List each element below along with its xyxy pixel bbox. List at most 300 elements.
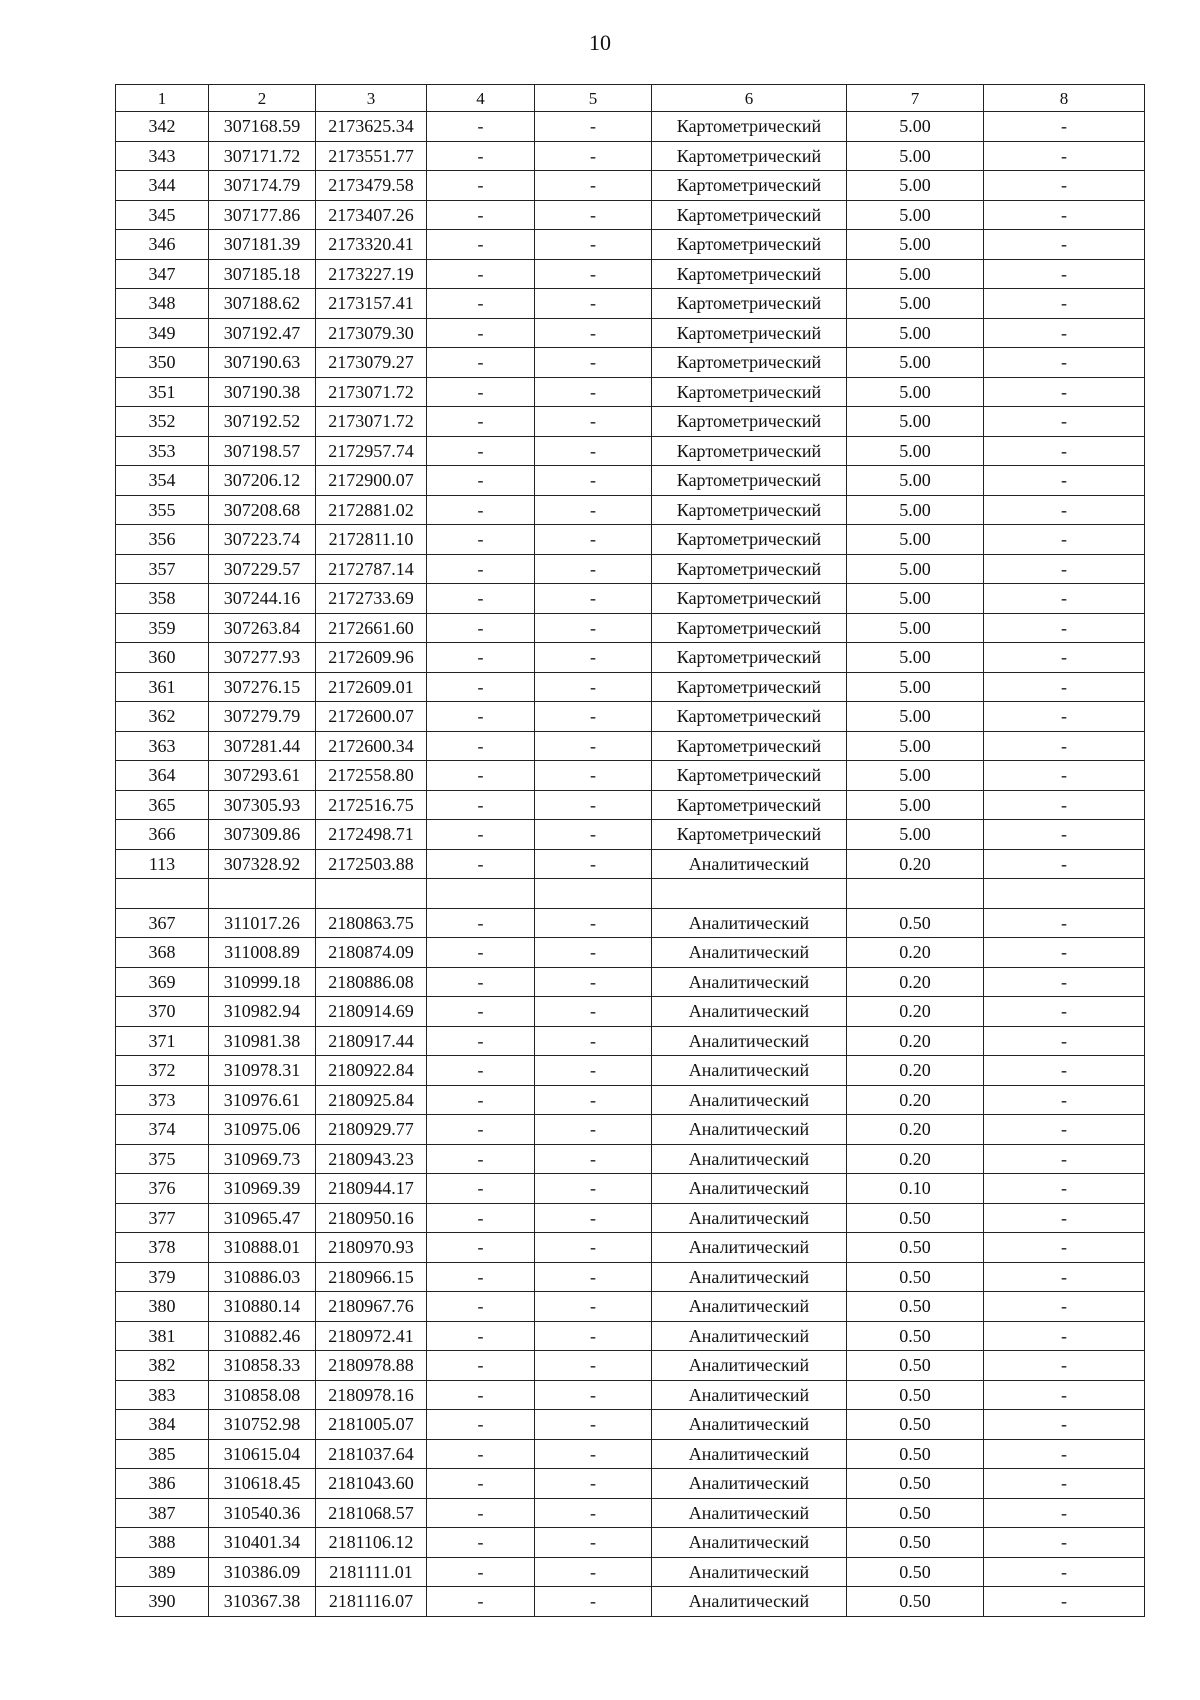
column-5-cell: - bbox=[535, 1351, 652, 1381]
point-number-cell: 356 bbox=[116, 525, 209, 555]
column-8-cell: - bbox=[984, 259, 1145, 289]
method-cell: Картометрический bbox=[652, 731, 847, 761]
column-4-cell: - bbox=[427, 1469, 535, 1499]
table-row bbox=[116, 613, 1145, 643]
method-cell: Аналитический bbox=[652, 1498, 847, 1528]
method-cell: Картометрический bbox=[652, 200, 847, 230]
x-coordinate-cell: 307192.52 bbox=[209, 407, 316, 437]
column-5-cell: - bbox=[535, 613, 652, 643]
x-coordinate-cell: 307171.72 bbox=[209, 141, 316, 171]
method-cell: Картометрический bbox=[652, 761, 847, 791]
column-8-cell: - bbox=[984, 643, 1145, 673]
column-5-cell: - bbox=[535, 1557, 652, 1587]
table-row bbox=[116, 997, 1145, 1027]
method-cell: Аналитический bbox=[652, 967, 847, 997]
x-coordinate-cell: 307328.92 bbox=[209, 849, 316, 879]
x-coordinate-cell: 310386.09 bbox=[209, 1557, 316, 1587]
table-row bbox=[116, 318, 1145, 348]
column-5-cell: - bbox=[535, 731, 652, 761]
method-cell: Картометрический bbox=[652, 436, 847, 466]
point-number-cell: 388 bbox=[116, 1528, 209, 1558]
method-cell: Картометрический bbox=[652, 702, 847, 732]
method-cell: Аналитический bbox=[652, 1115, 847, 1145]
point-number-cell: 365 bbox=[116, 790, 209, 820]
method-cell: Аналитический bbox=[652, 1439, 847, 1469]
column-4-cell: - bbox=[427, 584, 535, 614]
table-row bbox=[116, 790, 1145, 820]
column-8-cell: - bbox=[984, 230, 1145, 260]
y-coordinate-cell: 2181043.60 bbox=[316, 1469, 427, 1499]
column-5-cell: - bbox=[535, 761, 652, 791]
point-number-cell: 353 bbox=[116, 436, 209, 466]
column-8-cell: - bbox=[984, 436, 1145, 466]
method-cell: Аналитический bbox=[652, 1203, 847, 1233]
column-8-cell: - bbox=[984, 1026, 1145, 1056]
accuracy-cell: 0.50 bbox=[847, 1262, 984, 1292]
column-5-cell: - bbox=[535, 377, 652, 407]
accuracy-cell: 0.50 bbox=[847, 1321, 984, 1351]
table-row bbox=[116, 1351, 1145, 1381]
accuracy-cell: 5.00 bbox=[847, 790, 984, 820]
x-coordinate-cell: 307174.79 bbox=[209, 171, 316, 201]
accuracy-cell: 5.00 bbox=[847, 672, 984, 702]
column-8-cell: - bbox=[984, 1410, 1145, 1440]
y-coordinate-cell: 2180914.69 bbox=[316, 997, 427, 1027]
table-row bbox=[116, 1410, 1145, 1440]
x-coordinate-cell: 307244.16 bbox=[209, 584, 316, 614]
accuracy-cell: 5.00 bbox=[847, 584, 984, 614]
y-coordinate-cell: 2180943.23 bbox=[316, 1144, 427, 1174]
point-number-cell: 381 bbox=[116, 1321, 209, 1351]
column-5-cell: - bbox=[535, 1026, 652, 1056]
table-row bbox=[116, 348, 1145, 378]
method-cell: Аналитический bbox=[652, 1292, 847, 1322]
y-coordinate-cell: 2173320.41 bbox=[316, 230, 427, 260]
point-number-cell: 350 bbox=[116, 348, 209, 378]
x-coordinate-cell: 311008.89 bbox=[209, 938, 316, 968]
column-5-cell: - bbox=[535, 318, 652, 348]
column-8-cell: - bbox=[984, 790, 1145, 820]
table-row bbox=[116, 1587, 1145, 1617]
column-4-cell: - bbox=[427, 348, 535, 378]
table-row bbox=[116, 1528, 1145, 1558]
y-coordinate-cell: 2173071.72 bbox=[316, 377, 427, 407]
x-coordinate-cell: 310858.08 bbox=[209, 1380, 316, 1410]
x-coordinate-cell: 310858.33 bbox=[209, 1351, 316, 1381]
column-8-cell: - bbox=[984, 1439, 1145, 1469]
accuracy-cell: 0.50 bbox=[847, 1528, 984, 1558]
point-number-cell: 372 bbox=[116, 1056, 209, 1086]
table-row bbox=[116, 643, 1145, 673]
method-cell: Картометрический bbox=[652, 495, 847, 525]
accuracy-cell: 5.00 bbox=[847, 731, 984, 761]
table-row bbox=[116, 1203, 1145, 1233]
method-cell: Аналитический bbox=[652, 1351, 847, 1381]
method-cell: Картометрический bbox=[652, 289, 847, 319]
column-4-cell: - bbox=[427, 1144, 535, 1174]
table-row bbox=[116, 1321, 1145, 1351]
method-cell: Аналитический bbox=[652, 1233, 847, 1263]
y-coordinate-cell: 2180978.88 bbox=[316, 1351, 427, 1381]
column-5-cell: - bbox=[535, 1292, 652, 1322]
y-coordinate-cell: 2181068.57 bbox=[316, 1498, 427, 1528]
accuracy-cell: 5.00 bbox=[847, 495, 984, 525]
y-coordinate-cell: 2172503.88 bbox=[316, 849, 427, 879]
method-cell: Картометрический bbox=[652, 407, 847, 437]
point-number-cell: 387 bbox=[116, 1498, 209, 1528]
column-4-cell: - bbox=[427, 318, 535, 348]
column-8-cell: - bbox=[984, 702, 1145, 732]
y-coordinate-cell: 2181116.07 bbox=[316, 1587, 427, 1617]
column-5-cell: - bbox=[535, 436, 652, 466]
column-4-cell: - bbox=[427, 436, 535, 466]
table-row bbox=[116, 1115, 1145, 1145]
x-coordinate-cell: 310981.38 bbox=[209, 1026, 316, 1056]
accuracy-cell: 0.20 bbox=[847, 1056, 984, 1086]
accuracy-cell: 5.00 bbox=[847, 289, 984, 319]
y-coordinate-cell: 2173227.19 bbox=[316, 259, 427, 289]
column-5-cell: - bbox=[535, 1469, 652, 1499]
method-cell: Аналитический bbox=[652, 997, 847, 1027]
column-4-cell: - bbox=[427, 495, 535, 525]
table-row bbox=[116, 407, 1145, 437]
accuracy-cell: 0.20 bbox=[847, 1085, 984, 1115]
column-5-cell: - bbox=[535, 1233, 652, 1263]
table-row bbox=[116, 200, 1145, 230]
x-coordinate-cell: 311017.26 bbox=[209, 908, 316, 938]
point-number-cell: 367 bbox=[116, 908, 209, 938]
column-8-cell: - bbox=[984, 761, 1145, 791]
accuracy-cell: 0.50 bbox=[847, 1292, 984, 1322]
column-5-cell: - bbox=[535, 525, 652, 555]
x-coordinate-cell: 307276.15 bbox=[209, 672, 316, 702]
accuracy-cell: 5.00 bbox=[847, 436, 984, 466]
column-8-cell: - bbox=[984, 1085, 1145, 1115]
column-4-cell: - bbox=[427, 820, 535, 850]
accuracy-cell: 5.00 bbox=[847, 643, 984, 673]
accuracy-cell: 5.00 bbox=[847, 200, 984, 230]
method-cell: Аналитический bbox=[652, 1026, 847, 1056]
column-5-cell: - bbox=[535, 702, 652, 732]
column-header: 3 bbox=[316, 85, 427, 112]
method-cell: Аналитический bbox=[652, 1174, 847, 1204]
x-coordinate-cell: 310888.01 bbox=[209, 1233, 316, 1263]
y-coordinate-cell: 2173157.41 bbox=[316, 289, 427, 319]
table-row bbox=[116, 171, 1145, 201]
method-cell: Картометрический bbox=[652, 348, 847, 378]
y-coordinate-cell: 2180978.16 bbox=[316, 1380, 427, 1410]
x-coordinate-cell: 307208.68 bbox=[209, 495, 316, 525]
column-4-cell: - bbox=[427, 790, 535, 820]
method-cell: Картометрический bbox=[652, 112, 847, 142]
table-row bbox=[116, 1233, 1145, 1263]
x-coordinate-cell: 307229.57 bbox=[209, 554, 316, 584]
y-coordinate-cell bbox=[316, 879, 427, 909]
column-4-cell: - bbox=[427, 1587, 535, 1617]
method-cell: Аналитический bbox=[652, 1085, 847, 1115]
method-cell: Картометрический bbox=[652, 613, 847, 643]
table-row bbox=[116, 466, 1145, 496]
y-coordinate-cell: 2172787.14 bbox=[316, 554, 427, 584]
accuracy-cell: 5.00 bbox=[847, 761, 984, 791]
column-header: 7 bbox=[847, 85, 984, 112]
column-5-cell: - bbox=[535, 997, 652, 1027]
method-cell: Картометрический bbox=[652, 790, 847, 820]
column-5-cell: - bbox=[535, 820, 652, 850]
point-number-cell: 364 bbox=[116, 761, 209, 791]
point-number-cell: 389 bbox=[116, 1557, 209, 1587]
y-coordinate-cell: 2180874.09 bbox=[316, 938, 427, 968]
x-coordinate-cell: 307190.38 bbox=[209, 377, 316, 407]
accuracy-cell: 0.50 bbox=[847, 1233, 984, 1263]
column-5-cell: - bbox=[535, 584, 652, 614]
y-coordinate-cell: 2181037.64 bbox=[316, 1439, 427, 1469]
y-coordinate-cell: 2172811.10 bbox=[316, 525, 427, 555]
x-coordinate-cell: 307277.93 bbox=[209, 643, 316, 673]
column-5-cell: - bbox=[535, 1115, 652, 1145]
x-coordinate-cell: 310999.18 bbox=[209, 967, 316, 997]
column-header: 2 bbox=[209, 85, 316, 112]
column-4-cell: - bbox=[427, 1528, 535, 1558]
table-row bbox=[116, 938, 1145, 968]
coordinates-table bbox=[115, 84, 1145, 1617]
column-4-cell: - bbox=[427, 554, 535, 584]
method-cell: Аналитический bbox=[652, 1380, 847, 1410]
y-coordinate-cell: 2181005.07 bbox=[316, 1410, 427, 1440]
column-4-cell: - bbox=[427, 1410, 535, 1440]
point-number-cell: 376 bbox=[116, 1174, 209, 1204]
column-8-cell: - bbox=[984, 200, 1145, 230]
table-row bbox=[116, 141, 1145, 171]
column-5-cell: - bbox=[535, 348, 652, 378]
column-5-cell: - bbox=[535, 407, 652, 437]
y-coordinate-cell: 2173079.27 bbox=[316, 348, 427, 378]
point-number-cell: 363 bbox=[116, 731, 209, 761]
method-cell bbox=[652, 879, 847, 909]
column-5-cell: - bbox=[535, 200, 652, 230]
column-5-cell: - bbox=[535, 938, 652, 968]
point-number-cell: 348 bbox=[116, 289, 209, 319]
y-coordinate-cell: 2180972.41 bbox=[316, 1321, 427, 1351]
accuracy-cell: 0.50 bbox=[847, 1557, 984, 1587]
accuracy-cell: 5.00 bbox=[847, 230, 984, 260]
column-4-cell: - bbox=[427, 1085, 535, 1115]
y-coordinate-cell: 2172600.34 bbox=[316, 731, 427, 761]
method-cell: Аналитический bbox=[652, 1262, 847, 1292]
x-coordinate-cell: 310976.61 bbox=[209, 1085, 316, 1115]
x-coordinate-cell: 310752.98 bbox=[209, 1410, 316, 1440]
table-row bbox=[116, 1056, 1145, 1086]
accuracy-cell: 5.00 bbox=[847, 377, 984, 407]
point-number-cell: 369 bbox=[116, 967, 209, 997]
x-coordinate-cell: 307168.59 bbox=[209, 112, 316, 142]
point-number-cell: 349 bbox=[116, 318, 209, 348]
accuracy-cell: 0.50 bbox=[847, 1203, 984, 1233]
column-4-cell: - bbox=[427, 1557, 535, 1587]
column-5-cell: - bbox=[535, 790, 652, 820]
y-coordinate-cell: 2180966.15 bbox=[316, 1262, 427, 1292]
x-coordinate-cell: 310618.45 bbox=[209, 1469, 316, 1499]
column-8-cell: - bbox=[984, 584, 1145, 614]
table-row bbox=[116, 436, 1145, 466]
column-5-cell: - bbox=[535, 1056, 652, 1086]
method-cell: Картометрический bbox=[652, 141, 847, 171]
method-cell: Картометрический bbox=[652, 318, 847, 348]
y-coordinate-cell: 2180917.44 bbox=[316, 1026, 427, 1056]
column-4-cell: - bbox=[427, 259, 535, 289]
point-number-cell bbox=[116, 879, 209, 909]
y-coordinate-cell: 2180944.17 bbox=[316, 1174, 427, 1204]
y-coordinate-cell: 2180970.93 bbox=[316, 1233, 427, 1263]
column-5-cell: - bbox=[535, 1587, 652, 1617]
table-row bbox=[116, 1380, 1145, 1410]
point-number-cell: 374 bbox=[116, 1115, 209, 1145]
column-5-cell: - bbox=[535, 466, 652, 496]
table-row bbox=[116, 230, 1145, 260]
point-number-cell: 378 bbox=[116, 1233, 209, 1263]
point-number-cell: 390 bbox=[116, 1587, 209, 1617]
x-coordinate-cell: 310969.39 bbox=[209, 1174, 316, 1204]
column-4-cell: - bbox=[427, 1292, 535, 1322]
column-8-cell: - bbox=[984, 1321, 1145, 1351]
method-cell: Картометрический bbox=[652, 466, 847, 496]
column-4-cell: - bbox=[427, 1115, 535, 1145]
accuracy-cell: 0.50 bbox=[847, 1498, 984, 1528]
accuracy-cell: 5.00 bbox=[847, 407, 984, 437]
table-row bbox=[116, 525, 1145, 555]
column-8-cell: - bbox=[984, 1056, 1145, 1086]
x-coordinate-cell: 307198.57 bbox=[209, 436, 316, 466]
column-8-cell: - bbox=[984, 1469, 1145, 1499]
y-coordinate-cell: 2180967.76 bbox=[316, 1292, 427, 1322]
y-coordinate-cell: 2172516.75 bbox=[316, 790, 427, 820]
column-4-cell: - bbox=[427, 938, 535, 968]
table-row bbox=[116, 1144, 1145, 1174]
column-4-cell: - bbox=[427, 289, 535, 319]
point-number-cell: 373 bbox=[116, 1085, 209, 1115]
accuracy-cell: 5.00 bbox=[847, 466, 984, 496]
column-5-cell: - bbox=[535, 171, 652, 201]
method-cell: Картометрический bbox=[652, 259, 847, 289]
accuracy-cell: 5.00 bbox=[847, 613, 984, 643]
point-number-cell: 344 bbox=[116, 171, 209, 201]
column-4-cell: - bbox=[427, 171, 535, 201]
accuracy-cell: 0.20 bbox=[847, 1026, 984, 1056]
x-coordinate-cell: 310965.47 bbox=[209, 1203, 316, 1233]
accuracy-cell: 5.00 bbox=[847, 525, 984, 555]
table-row bbox=[116, 1557, 1145, 1587]
column-4-cell: - bbox=[427, 761, 535, 791]
y-coordinate-cell: 2172600.07 bbox=[316, 702, 427, 732]
accuracy-cell: 0.50 bbox=[847, 1410, 984, 1440]
x-coordinate-cell: 307281.44 bbox=[209, 731, 316, 761]
column-8-cell: - bbox=[984, 466, 1145, 496]
point-number-cell: 370 bbox=[116, 997, 209, 1027]
column-8-cell: - bbox=[984, 967, 1145, 997]
point-number-cell: 359 bbox=[116, 613, 209, 643]
x-coordinate-cell: 310969.73 bbox=[209, 1144, 316, 1174]
column-header: 8 bbox=[984, 85, 1145, 112]
table-row bbox=[116, 1085, 1145, 1115]
x-coordinate-cell: 307190.63 bbox=[209, 348, 316, 378]
column-4-cell: - bbox=[427, 230, 535, 260]
column-4-cell: - bbox=[427, 1026, 535, 1056]
method-cell: Картометрический bbox=[652, 643, 847, 673]
x-coordinate-cell: 310975.06 bbox=[209, 1115, 316, 1145]
column-8-cell: - bbox=[984, 1144, 1145, 1174]
column-5-cell: - bbox=[535, 967, 652, 997]
column-8-cell: - bbox=[984, 849, 1145, 879]
table-row bbox=[116, 112, 1145, 142]
column-8-cell: - bbox=[984, 1233, 1145, 1263]
table-row bbox=[116, 967, 1145, 997]
column-5-cell: - bbox=[535, 1498, 652, 1528]
point-number-cell: 343 bbox=[116, 141, 209, 171]
column-4-cell: - bbox=[427, 141, 535, 171]
column-5-cell: - bbox=[535, 1528, 652, 1558]
column-5-cell: - bbox=[535, 289, 652, 319]
x-coordinate-cell: 310886.03 bbox=[209, 1262, 316, 1292]
accuracy-cell: 0.20 bbox=[847, 967, 984, 997]
table-row bbox=[116, 495, 1145, 525]
x-coordinate-cell: 310367.38 bbox=[209, 1587, 316, 1617]
column-header: 1 bbox=[116, 85, 209, 112]
column-8-cell: - bbox=[984, 348, 1145, 378]
table-row bbox=[116, 1469, 1145, 1499]
accuracy-cell: 5.00 bbox=[847, 820, 984, 850]
y-coordinate-cell: 2180950.16 bbox=[316, 1203, 427, 1233]
column-8-cell: - bbox=[984, 820, 1145, 850]
y-coordinate-cell: 2180886.08 bbox=[316, 967, 427, 997]
column-8-cell: - bbox=[984, 997, 1145, 1027]
column-8-cell: - bbox=[984, 672, 1145, 702]
column-4-cell: - bbox=[427, 407, 535, 437]
column-4-cell: - bbox=[427, 1380, 535, 1410]
table-row bbox=[116, 1262, 1145, 1292]
point-number-cell: 361 bbox=[116, 672, 209, 702]
column-header: 6 bbox=[652, 85, 847, 112]
y-coordinate-cell: 2173407.26 bbox=[316, 200, 427, 230]
column-5-cell: - bbox=[535, 554, 652, 584]
column-4-cell: - bbox=[427, 1439, 535, 1469]
column-5-cell: - bbox=[535, 1439, 652, 1469]
y-coordinate-cell: 2172733.69 bbox=[316, 584, 427, 614]
y-coordinate-cell: 2173071.72 bbox=[316, 407, 427, 437]
y-coordinate-cell: 2180925.84 bbox=[316, 1085, 427, 1115]
column-5-cell: - bbox=[535, 1410, 652, 1440]
column-8-cell: - bbox=[984, 1380, 1145, 1410]
method-cell: Аналитический bbox=[652, 1557, 847, 1587]
column-8-cell: - bbox=[984, 377, 1145, 407]
point-number-cell: 375 bbox=[116, 1144, 209, 1174]
point-number-cell: 383 bbox=[116, 1380, 209, 1410]
column-8-cell: - bbox=[984, 112, 1145, 142]
column-header: 5 bbox=[535, 85, 652, 112]
y-coordinate-cell: 2180863.75 bbox=[316, 908, 427, 938]
point-number-cell: 371 bbox=[116, 1026, 209, 1056]
accuracy-cell: 5.00 bbox=[847, 348, 984, 378]
column-8-cell: - bbox=[984, 407, 1145, 437]
column-5-cell: - bbox=[535, 1380, 652, 1410]
table-row bbox=[116, 820, 1145, 850]
column-5-cell: - bbox=[535, 1174, 652, 1204]
accuracy-cell: 0.20 bbox=[847, 997, 984, 1027]
column-5-cell: - bbox=[535, 1085, 652, 1115]
method-cell: Аналитический bbox=[652, 908, 847, 938]
accuracy-cell: 0.50 bbox=[847, 1469, 984, 1499]
method-cell: Аналитический bbox=[652, 1469, 847, 1499]
x-coordinate-cell: 307309.86 bbox=[209, 820, 316, 850]
